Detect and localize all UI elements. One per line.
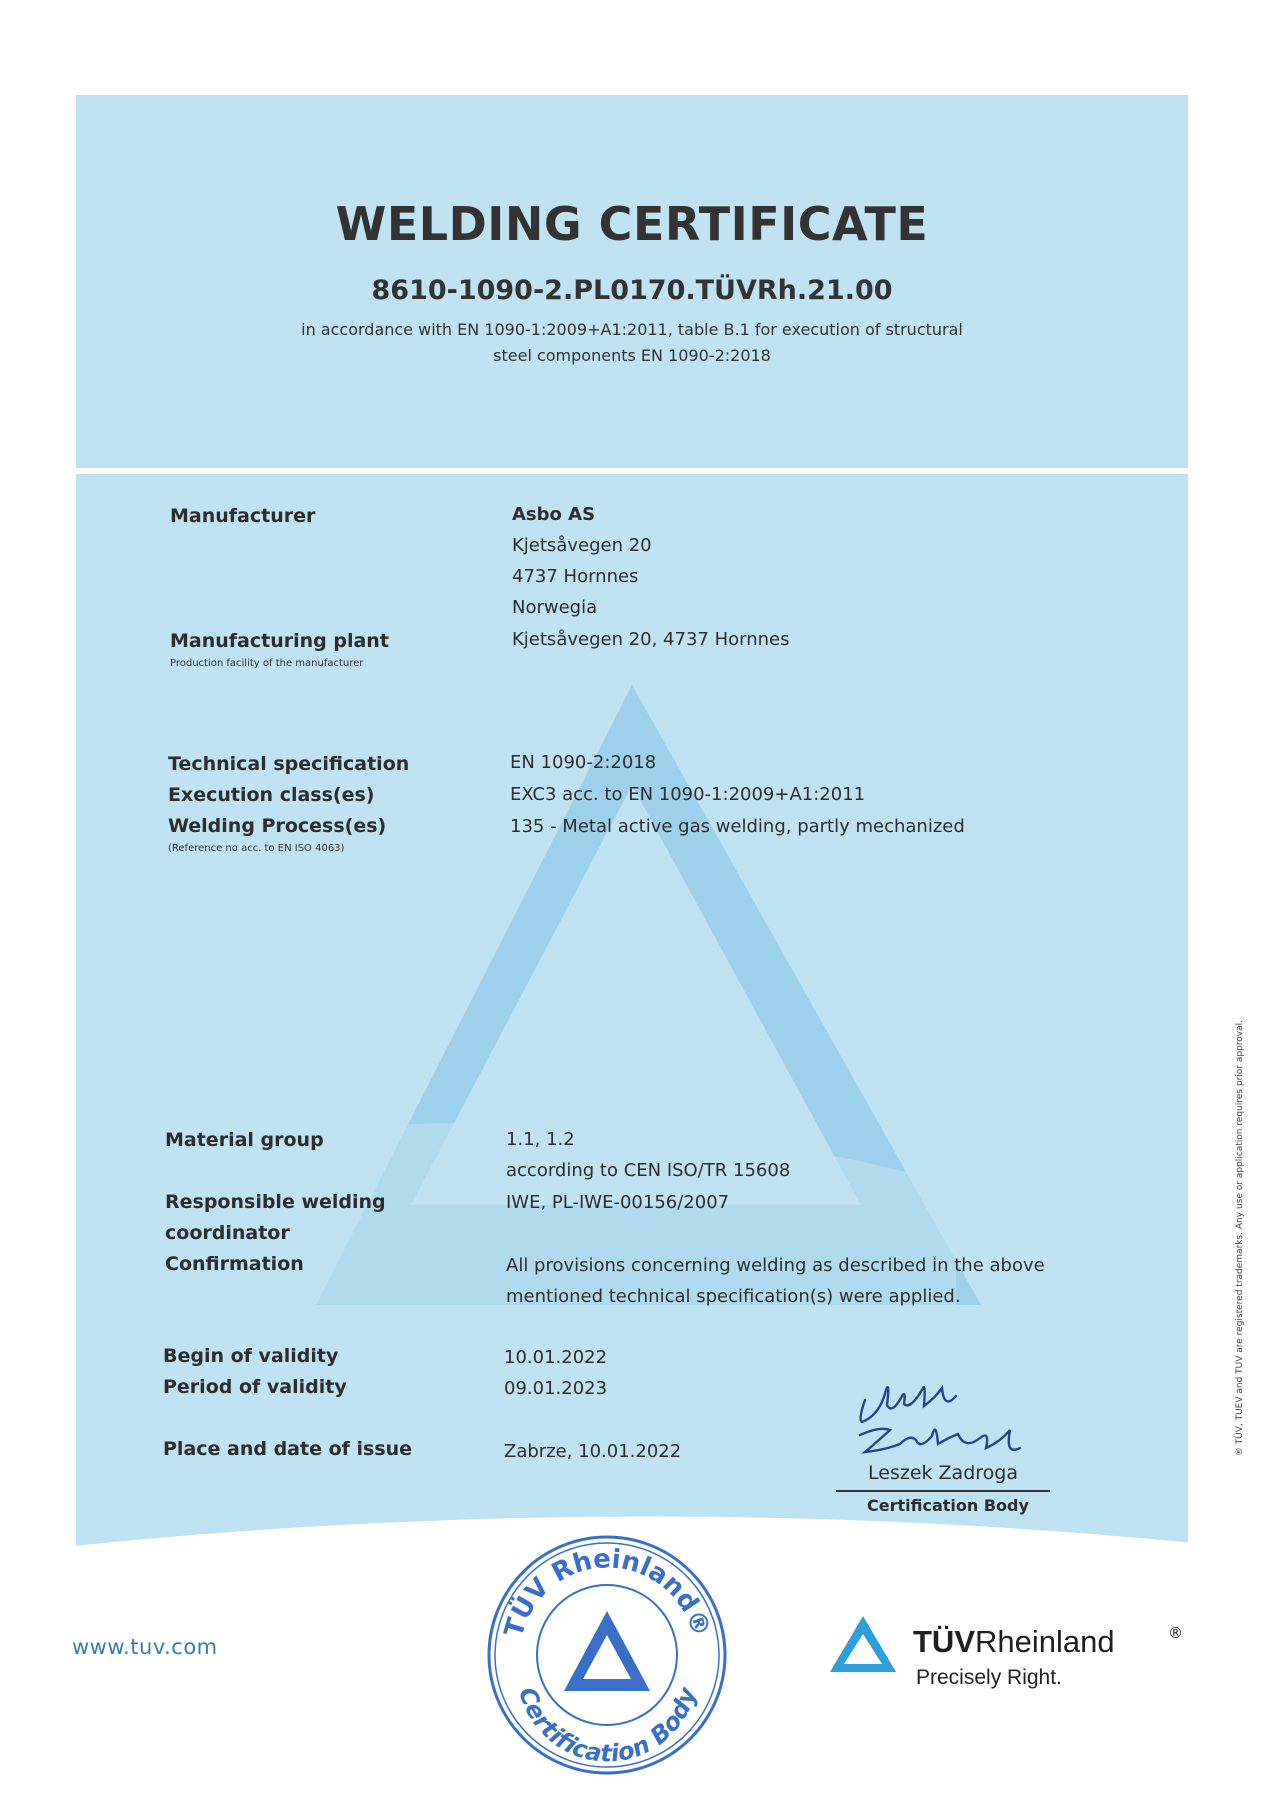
coordinator-value: IWE, PL-IWE-00156/2007 (506, 1192, 730, 1213)
website-link[interactable]: www.tuv.com (72, 1635, 218, 1659)
handwritten-signature (840, 1360, 1050, 1460)
technical-spec-label: Technical specification (168, 753, 410, 775)
begin-validity-value: 10.01.2022 (504, 1347, 608, 1368)
signatory-name: Leszek Zadroga (868, 1462, 1018, 1484)
material-standard-value: according to CEN ISO/TR 15608 (506, 1160, 791, 1181)
period-validity-label: Period of validity (163, 1376, 347, 1398)
material-group-value: 1.1, 1.2 (506, 1129, 575, 1150)
manufacturer-address (512, 499, 652, 623)
trademark-note: ® TÜV, TUEV and TUV are registered trademarks. Any use or application requires prior approval. (1235, 1020, 1245, 1457)
certificate-panel (76, 95, 1188, 1560)
coordinator-label-line-1: Responsible welding (165, 1191, 386, 1213)
title-block (76, 95, 1188, 465)
brand-tagline: Precisely Right. (916, 1666, 1062, 1689)
accordance-line-2: steel components EN 1090-2:2018 (493, 346, 771, 365)
brand-registered-mark: ® (1168, 1624, 1183, 1642)
tuv-triangle-icon (828, 1614, 898, 1674)
confirmation-line-2: mentioned technical specification(s) were applied. (506, 1286, 961, 1307)
manufacturer-name: Asbo AS (512, 504, 596, 525)
welding-process-value: 135 - Metal active gas welding, partly mechanized (510, 816, 965, 837)
tuv-brand-logo (828, 1600, 1208, 1700)
certificate-number: 8610-1090-2.PL0170.TÜVRh.21.00 (371, 275, 893, 306)
manufacturer-country: Norwegia (512, 597, 598, 618)
begin-validity-label: Begin of validity (163, 1345, 339, 1367)
accordance-text (76, 317, 1188, 369)
brand-name (913, 1624, 1115, 1660)
brand-name-rest: Rheinland (975, 1624, 1115, 1659)
plant-label: Manufacturing plant (170, 630, 389, 652)
welding-process-sublabel: (Reference no acc. to EN ISO 4063) (168, 843, 345, 854)
plant-value: Kjetsåvegen 20, 4737 Hornnes (512, 629, 790, 650)
plant-sublabel: Production facility of the manufacturer (170, 658, 364, 669)
manufacturer-label: Manufacturer (170, 505, 316, 527)
brand-name-bold: TÜV (913, 1624, 975, 1659)
confirmation-line-1: All provisions concerning welding as described in the above (506, 1255, 1045, 1276)
issue-label: Place and date of issue (163, 1438, 413, 1460)
svg-text:Certification Body: Certification Body (513, 1683, 702, 1768)
welding-process-label: Welding Process(es) (168, 815, 387, 837)
manufacturer-street: Kjetsåvegen 20 (512, 535, 652, 556)
accordance-line-1: in accordance with EN 1090-1:2009+A1:2011, table B.1 for execution of structural (301, 320, 963, 339)
period-validity-value: 09.01.2023 (504, 1378, 608, 1399)
material-group-label: Material group (165, 1129, 324, 1151)
tuv-certification-seal (485, 1533, 730, 1778)
manufacturer-city: 4737 Hornnes (512, 566, 639, 587)
technical-spec-value: EN 1090-2:2018 (510, 752, 657, 773)
execution-class-label: Execution class(es) (168, 784, 375, 806)
confirmation-label: Confirmation (165, 1253, 304, 1275)
execution-class-value: EXC3 acc. to EN 1090-1:2009+A1:2011 (510, 784, 866, 805)
signature-line (836, 1490, 1050, 1492)
header-divider (76, 468, 1188, 474)
issue-value: Zabrze, 10.01.2022 (504, 1441, 682, 1462)
svg-text:TÜV Rheinland®: TÜV Rheinland® (499, 1544, 717, 1641)
signatory-role: Certification Body (867, 1496, 1029, 1515)
coordinator-label-line-2: coordinator (165, 1222, 290, 1244)
certificate-title: WELDING CERTIFICATE (335, 197, 929, 251)
